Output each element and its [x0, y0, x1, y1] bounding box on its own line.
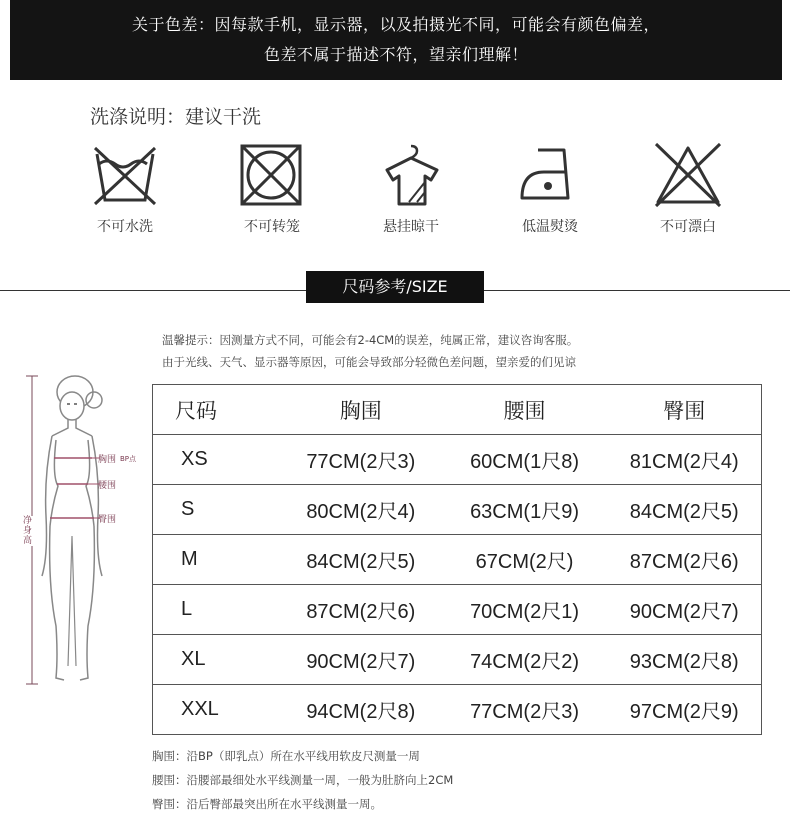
care-label: 悬挂晾干 — [383, 219, 439, 235]
table-row — [153, 585, 762, 635]
table-row — [153, 535, 762, 585]
cell-waist: 70CM(2尺1) — [442, 585, 608, 635]
figure-label-hip: 臀围 — [98, 515, 117, 525]
cell-chest: 87CM(2尺6) — [280, 585, 442, 635]
cell-size: XXL — [153, 685, 280, 735]
header-hip: 臀围 — [607, 385, 761, 435]
figure-label-bp: BP点 — [120, 455, 137, 463]
care-label: 不可转笼 — [244, 219, 300, 235]
cell-chest: 80CM(2尺4) — [280, 485, 442, 535]
note-chest: 胸围：沿BP（即乳点）所在水平线用软皮尺测量一周 — [152, 749, 420, 763]
care-item-no-wash — [80, 142, 170, 236]
color-notice-line-2: 色差不属于描述不符，望亲们理解！ — [263, 45, 528, 64]
cell-hip: 84CM(2尺5) — [607, 485, 761, 535]
header-size: 尺码 — [153, 385, 280, 435]
table-row — [153, 485, 762, 535]
no-tumble-dry-icon — [236, 142, 308, 208]
no-wash-icon — [89, 142, 161, 208]
care-label: 低温熨烫 — [522, 219, 578, 235]
table-header-row — [153, 385, 762, 435]
header-chest: 胸围 — [280, 385, 442, 435]
table-row — [153, 685, 762, 735]
cell-size: L — [153, 585, 280, 635]
cell-chest: 90CM(2尺7) — [280, 635, 442, 685]
cell-size: M — [153, 535, 280, 585]
body-figure-illustration — [18, 366, 148, 696]
care-item-low-iron — [505, 142, 595, 236]
cell-hip: 90CM(2尺7) — [607, 585, 761, 635]
low-iron-icon — [514, 142, 586, 208]
cell-waist: 74CM(2尺2) — [442, 635, 608, 685]
size-tip-1: 温馨提示：因测量方式不同，可能会有2-4CM的误差，纯属正常，建议咨询客服。 — [162, 333, 579, 347]
header-waist: 腰围 — [442, 385, 608, 435]
cell-size: XS — [153, 435, 280, 485]
care-label: 不可水洗 — [97, 219, 153, 235]
cell-hip: 93CM(2尺8) — [607, 635, 761, 685]
care-item-no-tumble — [227, 142, 317, 236]
hang-dry-icon — [375, 142, 447, 208]
figure-label-waist: 腰围 — [98, 481, 117, 491]
size-chart-table — [152, 384, 762, 735]
cell-chest: 77CM(2尺3) — [280, 435, 442, 485]
care-item-no-bleach — [643, 142, 733, 236]
figure-label-chest: 胸围 — [98, 455, 117, 465]
care-item-hang-dry — [366, 142, 456, 236]
cell-chest: 84CM(2尺5) — [280, 535, 442, 585]
cell-waist: 67CM(2尺) — [442, 535, 608, 585]
cell-hip: 87CM(2尺6) — [607, 535, 761, 585]
note-hip: 臀围：沿后臀部最突出所在水平线测量一周。 — [152, 797, 382, 811]
body-measurement-figure — [18, 366, 148, 700]
cell-size: XL — [153, 635, 280, 685]
color-notice-line-1: 关于色差：因每款手机，显示器，以及拍摄光不同，可能会有颜色偏差， — [131, 15, 660, 34]
table-row — [153, 635, 762, 685]
cell-hip: 81CM(2尺4) — [607, 435, 761, 485]
figure-label-height: 净身高 — [23, 516, 33, 546]
size-section-title: 尺码参考/SIZE — [306, 271, 484, 303]
size-tip-2: 由于光线、天气、显示器等原因，可能会导致部分轻微色差问题，望亲爱的们见谅 — [162, 355, 576, 369]
cell-chest: 94CM(2尺8) — [280, 685, 442, 735]
table-row — [153, 435, 762, 485]
wash-instructions-title: 洗涤说明：建议干洗 — [90, 106, 262, 128]
cell-waist: 63CM(1尺9) — [442, 485, 608, 535]
no-bleach-icon — [652, 142, 724, 208]
cell-hip: 97CM(2尺9) — [607, 685, 761, 735]
cell-waist: 77CM(2尺3) — [442, 685, 608, 735]
note-waist: 腰围：沿腰部最细处水平线测量一周，一般为肚脐向上2CM — [152, 773, 454, 787]
cell-waist: 60CM(1尺8) — [442, 435, 608, 485]
care-label: 不可漂白 — [660, 219, 716, 235]
cell-size: S — [153, 485, 280, 535]
color-notice-banner — [10, 0, 782, 80]
